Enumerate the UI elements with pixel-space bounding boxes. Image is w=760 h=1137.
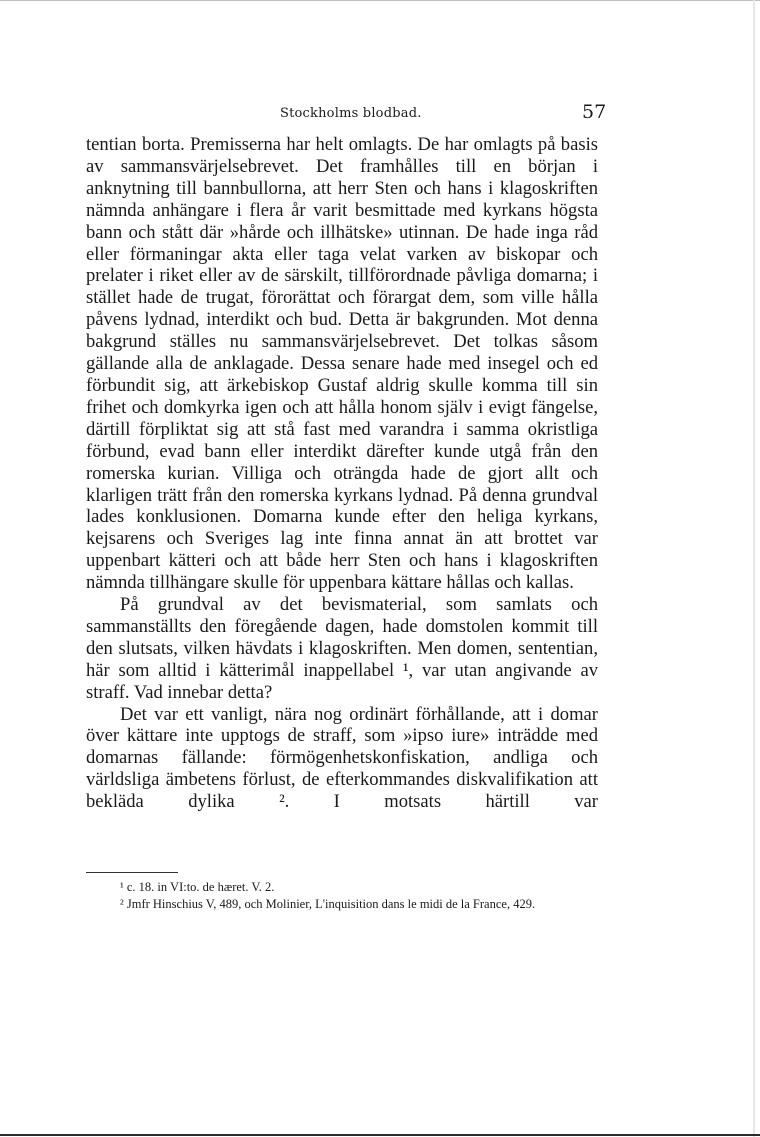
scan-top-edge [0,0,760,1]
paragraph-continued: tentian borta. Premisserna har helt omlagts. De har omlagts på basis av sammansvärjelsebrevet. Det framhålles till en början i anknytning till bannbullorna, att herr Sten och hans i klagoskriften nämnda anhängare i flera år varit besmittade med kyrkans högsta bann och stått där »hårde och illhätske» utinnan. De hade inga råd eller förmaningar akta eller taga velat varken av biskopar och prelater i riket eller av de särskilt, tillförordnade påvliga domarna; i stället hade de trugat, förorättat och förargat dem, som ville hålla påvens lydnad, interdikt och bud. Detta är bakgrunden. Mot denna bakgrund ställes nu sammansvärjelsebrevet. Det tolkas såsom gällande alla de anklagade. Dessa senare hade med insegel och ed förbundit sig, att ärkebiskop Gustaf aldrig skulle komma till sin frihet och domkyrka igen och att hålla honom själv i evigt fängelse, därtill förpliktat sig att stå fast med varandra i samma okristliga förbund, evad bann eller interdikt därefter kunde utgå från den romerska kurian. Villiga och oträngda hade de gjort allt och klarligen trätt från den romerska kyrkans lydnad. På denna grundval lades konklusionen. Domarna kunde efter den heliga kyrkans, kejsarens och Sveriges lag inte finna annat än att brottet var uppenbart kätteri och att både herr Sten och hans i klagoskriften nämnda tillhängare skulle för uppenbara kättare hållas och kallas. [86,134,598,594]
footnote-2: ² Jmfr Hinschius V, 489, och Molinier, L'inquisition dans le midi de la France, 429. [120,897,536,911]
footnotes [86,879,598,913]
paragraph-punishment: Det var ett vanligt, nära nog ordinärt förhållande, att i domar över kättare inte upptogs de straff, som »ipso iure» inträdde med domarnas fällande: förmögenhetskonfiskation, andliga och världsliga ämbetens förlust, de efterkommandes diskvalifikation att bekläda dylika ². I motsats härtill var [86,703,598,813]
paragraph-verdict: På grundval av det bevismaterial, som samlats och sammanställts den föregående dagen, hade domstolen kommit till den slutsats, vilken hävdats i klagoskriften. Men domen, sententian, här som alltid i kätterimål inappellabel ¹, var utan angivande av straff. Vad innebar detta? [86,594,598,703]
footnote-1: ¹ c. 18. in VI:to. de hæret. V. 2. [120,880,275,894]
body-text [86,134,598,813]
footnote-divider [86,872,178,873]
page-number: 57 [582,101,607,123]
scan-bottom-edge [0,1134,760,1136]
running-title: Stockholms blodbad. [280,106,422,121]
scan-right-edge [753,0,755,1137]
